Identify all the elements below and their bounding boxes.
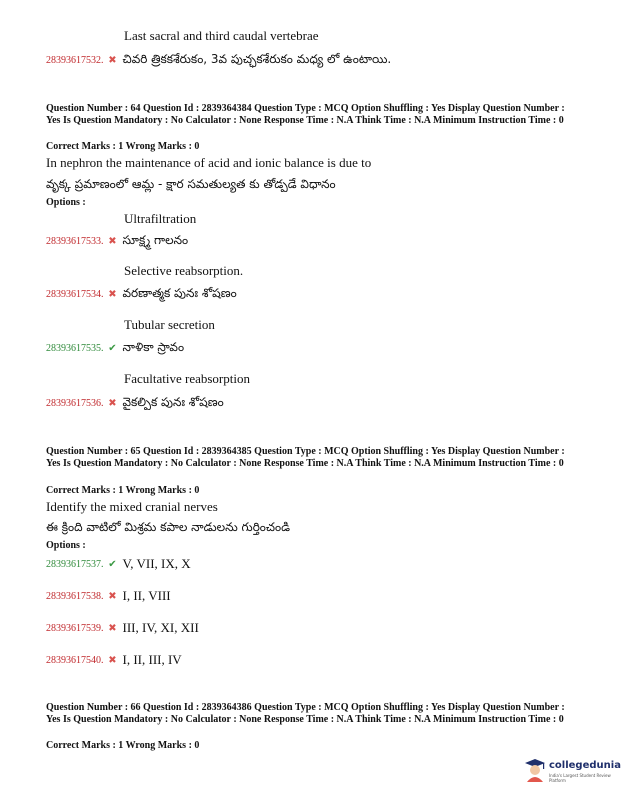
- option-text-en: Selective reabsorption.: [124, 263, 244, 278]
- option-text-te: వైకల్పిక పునః శోషణం: [122, 395, 224, 409]
- correct-mark-icon: ✔: [108, 343, 117, 354]
- logo-tagline: India's Largest Student Review Platform: [549, 773, 611, 783]
- option-text: I, II, III, IV: [122, 652, 182, 667]
- wrong-mark-icon: ✖: [108, 622, 117, 634]
- option-id: 28393617537.: [46, 558, 104, 570]
- option-id: 28393617536.: [46, 398, 104, 409]
- options-label: Options :: [46, 197, 86, 208]
- option-row[interactable]: [46, 652, 182, 668]
- wrong-mark-icon: ✖: [108, 236, 117, 247]
- collegedunia-logo: [524, 756, 621, 786]
- option-id: 28393617535.: [46, 343, 104, 354]
- option-row[interactable]: [46, 588, 171, 604]
- option-text: I, II, VIII: [122, 588, 171, 603]
- question-text-en: In nephron the maintenance of acid and ionic balance is due to: [46, 155, 372, 170]
- wrong-mark-icon: ✖: [108, 55, 117, 66]
- option-row[interactable]: [46, 620, 199, 636]
- question-text-en: Identify the mixed cranial nerves: [46, 499, 218, 514]
- option-text: III, IV, XI, XII: [122, 620, 199, 635]
- option-id: 28393617540.: [46, 654, 104, 666]
- option-row[interactable]: [46, 556, 191, 572]
- option-text-en: Tubular secretion: [124, 317, 215, 332]
- wrong-mark-icon: ✖: [108, 654, 117, 666]
- option-row[interactable]: [46, 286, 237, 303]
- graduate-icon: [524, 758, 546, 782]
- marks-info: Correct Marks : 1 Wrong Marks : 0: [46, 485, 200, 496]
- option-id: 28393617533.: [46, 236, 104, 247]
- option-text-en: Ultrafiltration: [124, 211, 197, 226]
- option-text-te: చివరి త్రికకశేరుకం, 3వ పుచ్ఛకశేరుకం మధ్య లో ఉంటాయి.: [122, 52, 392, 66]
- option-id: 28393617539.: [46, 622, 104, 634]
- option-text-en: Last sacral and third caudal vertebrae: [124, 28, 319, 43]
- question-text-te: ఈ క్రింది వాటిలో మిశ్రమ కపాల నాడులను గుర్తించండి: [46, 520, 290, 534]
- option-id: 28393617538.: [46, 590, 104, 602]
- wrong-mark-icon: ✖: [108, 590, 117, 602]
- option-row[interactable]: [46, 340, 184, 357]
- wrong-mark-icon: ✖: [108, 289, 117, 300]
- question-header: Question Number : 65 Question Id : 2839364385 Question Type : MCQ Option Shuffling : Yes Display Question Number : Yes Is Question Mandatory : No Calculator : None Response Time : N.A Think Time : N.A Minimum Instruction Time : 0: [46, 446, 565, 469]
- option-id: 28393617532.: [46, 55, 104, 66]
- marks-info: Correct Marks : 1 Wrong Marks : 0: [46, 141, 200, 152]
- options-label: Options :: [46, 540, 86, 551]
- option-text-te: వరణాత్మక పునః శోషణం: [122, 286, 237, 300]
- question-header: Question Number : 66 Question Id : 2839364386 Question Type : MCQ Option Shuffling : Yes Display Question Number : Yes Is Question Mandatory : No Calculator : None Response Time : N.A Think Time : N.A Minimum Instruction Time : 0: [46, 702, 565, 725]
- question-text-te: వృక్క ప్రమాణంలో ఆమ్ల - క్షార సమతుల్యత కు తోడ్పడే విధానం: [46, 177, 336, 191]
- option-row[interactable]: [46, 233, 188, 250]
- correct-mark-icon: ✔: [108, 558, 117, 570]
- option-id: 28393617534.: [46, 289, 104, 300]
- option-text-en: Facultative reabsorption: [124, 371, 250, 386]
- logo-name: collegedunia: [549, 760, 621, 771]
- marks-info: Correct Marks : 1 Wrong Marks : 0: [46, 740, 200, 751]
- option-row[interactable]: [46, 395, 224, 412]
- option-text: V, VII, IX, X: [122, 556, 191, 571]
- wrong-mark-icon: ✖: [108, 398, 117, 409]
- option-row[interactable]: [46, 52, 391, 69]
- option-text-te: సూక్ష్మ గాలనం: [122, 233, 189, 247]
- question-header: Question Number : 64 Question Id : 2839364384 Question Type : MCQ Option Shuffling : Yes Display Question Number : Yes Is Question Mandatory : No Calculator : None Response Time : N.A Think Time : N.A Minimum Instruction Time : 0: [46, 103, 565, 126]
- option-text-te: నాళికా స్రావం: [122, 340, 185, 354]
